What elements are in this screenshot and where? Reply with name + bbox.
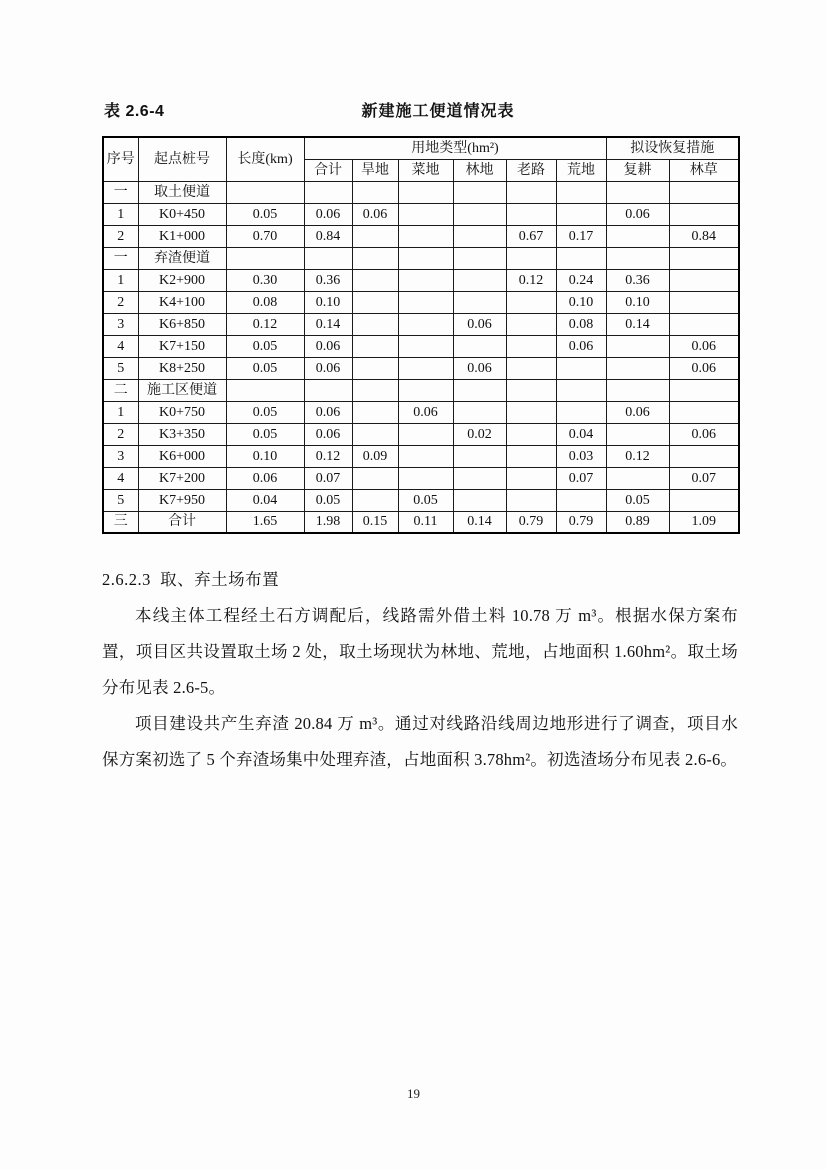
table-cell: 0.04 (226, 489, 304, 511)
table-cell (453, 247, 506, 269)
table-cell (352, 401, 398, 423)
header-forest-land: 林地 (453, 159, 506, 181)
table-cell (352, 269, 398, 291)
table-cell: 0.06 (556, 335, 606, 357)
table-cell: 2 (103, 291, 138, 313)
table-cell (398, 291, 453, 313)
table-cell (556, 181, 606, 203)
table-cell (669, 181, 739, 203)
table-cell: K7+150 (138, 335, 226, 357)
table-cell: 0.05 (398, 489, 453, 511)
table-cell: 一 (103, 247, 138, 269)
table-cell (398, 203, 453, 225)
table-cell: 0.12 (226, 313, 304, 335)
table-cell: 3 (103, 445, 138, 467)
header-row-group (103, 137, 739, 159)
table-row (103, 203, 739, 225)
table-cell: 0.05 (226, 401, 304, 423)
table-cell: K8+250 (138, 357, 226, 379)
table-cell (506, 335, 556, 357)
table-cell: 0.05 (226, 335, 304, 357)
table-cell (453, 401, 506, 423)
table-cell (606, 247, 669, 269)
table-cell: K6+000 (138, 445, 226, 467)
table-row (103, 401, 739, 423)
table-cell (606, 181, 669, 203)
table-cell (556, 401, 606, 423)
table-cell (398, 313, 453, 335)
table-cell: 0.70 (226, 225, 304, 247)
table-cell: 0.84 (669, 225, 739, 247)
table-row (103, 181, 739, 203)
table-cell: K7+950 (138, 489, 226, 511)
table-cell: K0+450 (138, 203, 226, 225)
table-cell (669, 203, 739, 225)
table-row (103, 357, 739, 379)
table-cell: 0.79 (506, 511, 556, 533)
table-cell (506, 401, 556, 423)
table-cell: K1+000 (138, 225, 226, 247)
table-cell: 0.06 (398, 401, 453, 423)
table-cell (453, 379, 506, 401)
table-header (103, 137, 739, 181)
table-cell (606, 335, 669, 357)
table-cell: 0.84 (304, 225, 352, 247)
header-old-road: 老路 (506, 159, 556, 181)
table-row (103, 225, 739, 247)
table-row (103, 467, 739, 489)
paragraph-borrow-soil: 本线主体工程经土石方调配后，线路需外借土料 10.78 万 m³。根据水保方案布置，项目区共设置取土场 2 处，取土场现状为林地、荒地，占地面积 1.60hm²。取土场分布见表 2.6-5。 (102, 606, 738, 697)
table-cell: 0.10 (226, 445, 304, 467)
table-cell: 0.36 (304, 269, 352, 291)
table-cell: 0.30 (226, 269, 304, 291)
table-cell: 0.09 (352, 445, 398, 467)
table-cell (506, 445, 556, 467)
table-cell (304, 247, 352, 269)
table-cell: K7+200 (138, 467, 226, 489)
table-cell (506, 181, 556, 203)
table-cell: 三 (103, 511, 138, 533)
table-cell: 0.14 (453, 511, 506, 533)
table-cell: 0.05 (226, 423, 304, 445)
table-cell (669, 313, 739, 335)
table-cell: 0.12 (606, 445, 669, 467)
table-cell (453, 181, 506, 203)
table-cell: K0+750 (138, 401, 226, 423)
table-cell (556, 357, 606, 379)
table-cell (304, 379, 352, 401)
table-cell (352, 379, 398, 401)
table-cell (606, 423, 669, 445)
table-cell: 4 (103, 467, 138, 489)
table-cell: 0.06 (606, 401, 669, 423)
table-cell: 0.79 (556, 511, 606, 533)
table-cell (669, 269, 739, 291)
table-cell: 5 (103, 489, 138, 511)
table-cell: 1 (103, 269, 138, 291)
table-cell: 0.06 (304, 423, 352, 445)
table-cell: 0.05 (226, 203, 304, 225)
table-cell (506, 489, 556, 511)
table-cell (352, 423, 398, 445)
table-cell (398, 445, 453, 467)
table-cell: 0.06 (606, 203, 669, 225)
header-vegetable-land: 菜地 (398, 159, 453, 181)
table-cell: K2+900 (138, 269, 226, 291)
table-cell (506, 291, 556, 313)
header-forest-grass: 林草 (669, 159, 739, 181)
table-cell (556, 203, 606, 225)
table-cell (506, 357, 556, 379)
table-cell: 0.06 (304, 335, 352, 357)
page-content (102, 97, 738, 778)
section-heading: 2.6.2.3 取、弃土场布置 (102, 570, 280, 589)
table-cell: 0.36 (606, 269, 669, 291)
table-cell (453, 489, 506, 511)
paragraph-spoil-ground: 项目建设共产生弃渣 20.84 万 m³。通过对线路沿线周边地形进行了调查，项目水保方案初选了 5 个弃渣场集中处理弃渣，占地面积 3.78hm²。初选渣场分布见表 2.6-6。 (102, 714, 738, 769)
page-number: 19 (407, 1086, 420, 1101)
table-cell: 0.07 (669, 467, 739, 489)
table-cell (506, 467, 556, 489)
table-cell (506, 423, 556, 445)
table-cell (453, 445, 506, 467)
header-wasteland: 荒地 (556, 159, 606, 181)
table-cell: 0.67 (506, 225, 556, 247)
table-cell: 1 (103, 401, 138, 423)
table-cell (606, 357, 669, 379)
table-cell (556, 379, 606, 401)
table-cell: 0.06 (304, 203, 352, 225)
table-cell (506, 379, 556, 401)
table-cell (606, 225, 669, 247)
table-cell: 0.24 (556, 269, 606, 291)
table-cell: 0.06 (453, 357, 506, 379)
table-cell: 0.03 (556, 445, 606, 467)
table-cell: 0.10 (556, 291, 606, 313)
table-row (103, 269, 739, 291)
table-cell (352, 291, 398, 313)
table-row (103, 379, 739, 401)
header-total: 合计 (304, 159, 352, 181)
table-caption-title: 新建施工便道情况表 (361, 103, 515, 120)
table-cell: 0.14 (304, 313, 352, 335)
table-cell (669, 445, 739, 467)
table-row (103, 511, 739, 533)
table-cell: 施工区便道 (138, 379, 226, 401)
header-restore-group: 拟设恢复措施 (606, 137, 739, 159)
table-cell (398, 269, 453, 291)
table-cell: 1 (103, 203, 138, 225)
table-cell (352, 247, 398, 269)
table-cell (669, 489, 739, 511)
table-caption-label: 表 2.6-4 (104, 103, 165, 120)
table-cell: K3+350 (138, 423, 226, 445)
table-cell: 0.06 (669, 423, 739, 445)
table-cell (453, 291, 506, 313)
table-cell: 0.11 (398, 511, 453, 533)
table-cell: 0.05 (304, 489, 352, 511)
table-caption (102, 97, 738, 121)
table-cell: 0.17 (556, 225, 606, 247)
table-cell: 0.14 (606, 313, 669, 335)
table-cell (226, 181, 304, 203)
header-start-stake: 起点桩号 (138, 137, 226, 181)
table-cell (352, 181, 398, 203)
table-cell (453, 467, 506, 489)
table-cell: 0.10 (304, 291, 352, 313)
table-cell: 1.65 (226, 511, 304, 533)
table-cell (398, 467, 453, 489)
table-cell (304, 181, 352, 203)
table-cell (352, 313, 398, 335)
table-cell (226, 247, 304, 269)
table-cell (669, 401, 739, 423)
table-cell (453, 225, 506, 247)
table-cell: 0.06 (304, 357, 352, 379)
table-cell (398, 357, 453, 379)
table-cell (606, 379, 669, 401)
header-dry-land: 旱地 (352, 159, 398, 181)
table-row (103, 335, 739, 357)
header-serial: 序号 (103, 137, 138, 181)
table-cell (669, 247, 739, 269)
table-cell: 4 (103, 335, 138, 357)
table-cell: 合计 (138, 511, 226, 533)
table-cell: K4+100 (138, 291, 226, 313)
table-cell: 0.04 (556, 423, 606, 445)
table-cell: 二 (103, 379, 138, 401)
table-cell (606, 467, 669, 489)
table-cell: 3 (103, 313, 138, 335)
table-cell: 一 (103, 181, 138, 203)
table-cell (398, 247, 453, 269)
table-cell: 弃渣便道 (138, 247, 226, 269)
table-cell: 0.05 (606, 489, 669, 511)
table-cell (556, 247, 606, 269)
table-row (103, 313, 739, 335)
table-cell: K6+850 (138, 313, 226, 335)
table-cell: 0.06 (453, 313, 506, 335)
header-land-type-group: 用地类型(hm²) (304, 137, 606, 159)
table-cell (398, 335, 453, 357)
table-cell (352, 467, 398, 489)
table-cell: 0.06 (669, 357, 739, 379)
table-cell: 0.05 (226, 357, 304, 379)
table-cell: 2 (103, 423, 138, 445)
table-cell: 0.12 (304, 445, 352, 467)
table-cell: 0.06 (669, 335, 739, 357)
table-cell (352, 225, 398, 247)
table-row (103, 445, 739, 467)
table-cell: 取土便道 (138, 181, 226, 203)
construction-road-table (102, 136, 740, 534)
table-cell (453, 269, 506, 291)
table-cell (453, 335, 506, 357)
table-row (103, 489, 739, 511)
table-row (103, 247, 739, 269)
table-cell (669, 379, 739, 401)
table-cell (226, 379, 304, 401)
table-cell (398, 181, 453, 203)
table-cell: 0.07 (556, 467, 606, 489)
table-cell (398, 423, 453, 445)
table-cell (556, 489, 606, 511)
table-cell (352, 357, 398, 379)
table-cell: 1.09 (669, 511, 739, 533)
table-cell (506, 313, 556, 335)
table-cell: 0.08 (556, 313, 606, 335)
header-recultivation: 复耕 (606, 159, 669, 181)
table-cell: 2 (103, 225, 138, 247)
table-cell: 0.06 (352, 203, 398, 225)
table-cell (352, 489, 398, 511)
table-cell: 0.06 (226, 467, 304, 489)
table-cell: 5 (103, 357, 138, 379)
header-length: 长度(km) (226, 137, 304, 181)
table-cell (352, 335, 398, 357)
table-cell: 0.89 (606, 511, 669, 533)
table-cell: 0.08 (226, 291, 304, 313)
table-cell (453, 203, 506, 225)
table-cell (506, 247, 556, 269)
table-cell (669, 291, 739, 313)
table-row (103, 291, 739, 313)
table-cell (506, 203, 556, 225)
table-cell (398, 379, 453, 401)
table-cell: 0.12 (506, 269, 556, 291)
table-cell: 0.15 (352, 511, 398, 533)
table-cell (398, 225, 453, 247)
table-cell: 0.06 (304, 401, 352, 423)
table-cell: 0.02 (453, 423, 506, 445)
table-cell: 0.10 (606, 291, 669, 313)
table-cell: 0.07 (304, 467, 352, 489)
table-body (103, 181, 739, 533)
table-cell: 1.98 (304, 511, 352, 533)
table-row (103, 423, 739, 445)
